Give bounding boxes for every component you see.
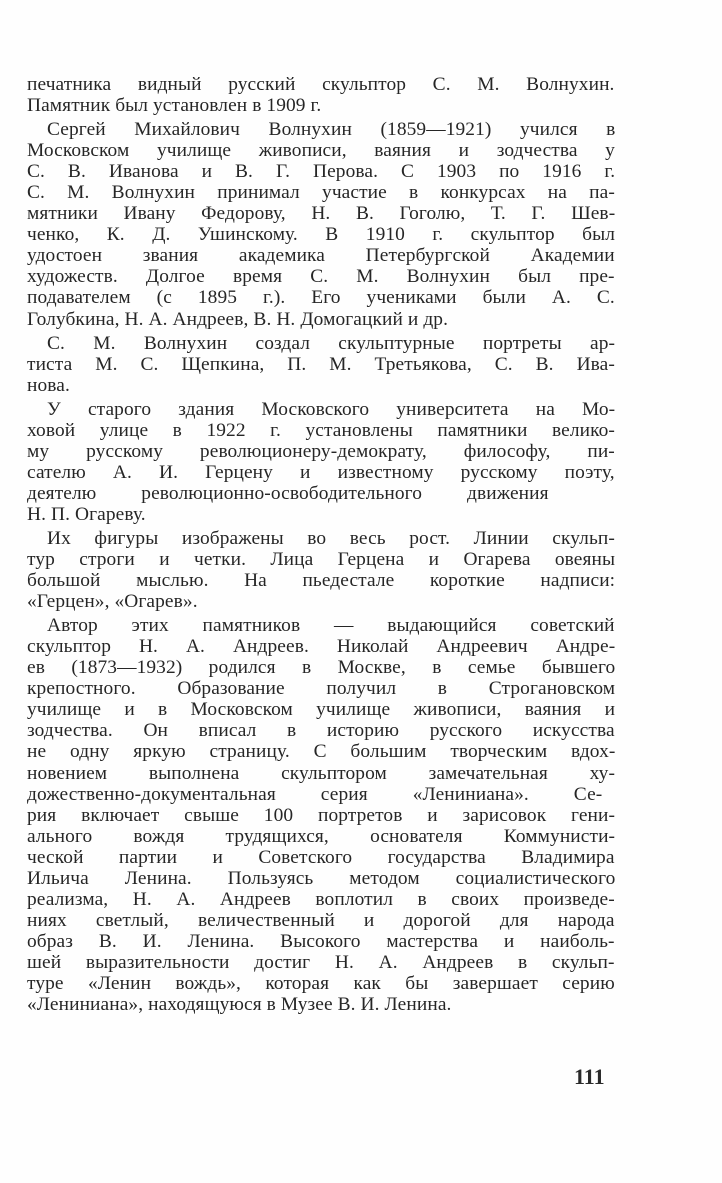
text-line: ального вождя трудящихся, основателя Коммунисти-: [27, 825, 616, 847]
paragraph: [27, 528, 615, 612]
text-line: Их фигуры изображены во весь рост. Линии скульп-: [47, 527, 615, 549]
body-text: [27, 74, 615, 1015]
text-line: Автор этих памятников — выдающийся советский: [47, 615, 615, 637]
paragraph: [27, 119, 615, 329]
text-line: нова.: [27, 374, 70, 396]
text-line: печатника видный русский скульптор С. М. Волнухин.: [27, 74, 615, 95]
text-line: большой мыслью. На пьедестале короткие надписи:: [27, 570, 616, 592]
text-line: училище и в Московском училище живописи, ваяния и: [27, 699, 616, 721]
text-line: Н. П. Огареву.: [27, 503, 146, 525]
text-line: С. М. Волнухин принимал участие в конкурсах на па-: [27, 182, 615, 204]
text-line: образ В. И. Ленина. Высокого мастерства и наиболь-: [27, 930, 615, 952]
text-line: Голубкина, Н. А. Андреев, В. Н. Домогацкий и др.: [27, 308, 449, 330]
text-line: шей выразительности достиг Н. А. Андреев в скульп-: [27, 951, 615, 973]
text-line: тур строги и четки. Лица Герцена и Огарева овеяны: [27, 549, 616, 571]
text-line: реализма, Н. А. Андреев воплотил в своих произведе-: [27, 888, 615, 910]
text-line: му русскому революционеру-демократу, философу, пи-: [27, 440, 615, 462]
paragraph: [27, 615, 615, 1015]
text-line: подавателем (с 1895 г.). Его учениками были А. С.: [27, 287, 615, 309]
text-line: дожественно-документальная серия «Лениниана». Се-: [27, 783, 603, 805]
text-line: ческой партии и Советского государства Владимира: [27, 846, 615, 868]
text-line: деятелю революционно-освободительного движения: [27, 482, 549, 504]
text-line: Московском училище живописи, ваяния и зодчества у: [27, 140, 615, 162]
page-number: 111: [574, 1064, 605, 1089]
text-line: С. В. Иванова и В. Г. Перова. С 1903 по 1916 г.: [27, 161, 616, 183]
text-line: зодчества. Он вписал в историю русского искусства: [27, 720, 615, 742]
text-line: удостоен звания академика Петербургской Академии: [27, 245, 615, 267]
text-line: художеств. Долгое время С. М. Волнухин был пре-: [27, 266, 615, 288]
text-line: «Лениниана», находящуюся в Музее В. И. Ленина.: [27, 994, 452, 1016]
text-line: Сергей Михайлович Волнухин (1859—1921) учился в: [47, 119, 616, 141]
text-line: «Герцен», «Огарев».: [27, 591, 198, 613]
text-line: туре «Ленин вождь», которая как бы завершает серию: [27, 972, 615, 994]
text-line: У старого здания Московского университета на Мо-: [47, 398, 616, 420]
text-line: ховой улице в 1922 г. установлены памятники велико-: [27, 419, 615, 441]
text-line: ниях светлый, величественный и дорогой для народа: [27, 909, 615, 931]
text-line: сателю А. И. Герцену и известному русскому поэту,: [27, 461, 615, 483]
text-line: тиста М. С. Щепкина, П. М. Третьякова, С. В. Ива-: [27, 353, 615, 375]
text-line: не одну яркую страницу. С большим творческим вдох-: [27, 741, 616, 763]
text-line: крепостного. Образование получил в Строгановском: [27, 678, 616, 700]
text-line: Ильича Ленина. Пользуясь методом социалистического: [27, 867, 616, 889]
paragraph: [27, 399, 615, 525]
text-line: мятники Ивану Федорову, Н. В. Гоголю, Т. Г. Шев-: [27, 203, 616, 225]
paragraph: [27, 333, 615, 396]
text-line: С. М. Волнухин создал скульптурные портреты ар-: [47, 332, 616, 354]
text-line: Памятник был установлен в 1909 г.: [27, 95, 322, 117]
text-line: ев (1873—1932) родился в Москве, в семье бывшего: [27, 657, 616, 679]
text-line: рия включает свыше 100 портретов и зарисовок гени-: [27, 804, 616, 826]
text-line: новением выполнена скульптором замечательная ху-: [27, 762, 616, 784]
text-line: скульптор Н. А. Андреев. Николай Андреевич Андре-: [27, 636, 616, 658]
paragraph: [27, 74, 615, 116]
text-line: ченко, К. Д. Ушинскому. В 1910 г. скульптор был: [27, 224, 615, 246]
